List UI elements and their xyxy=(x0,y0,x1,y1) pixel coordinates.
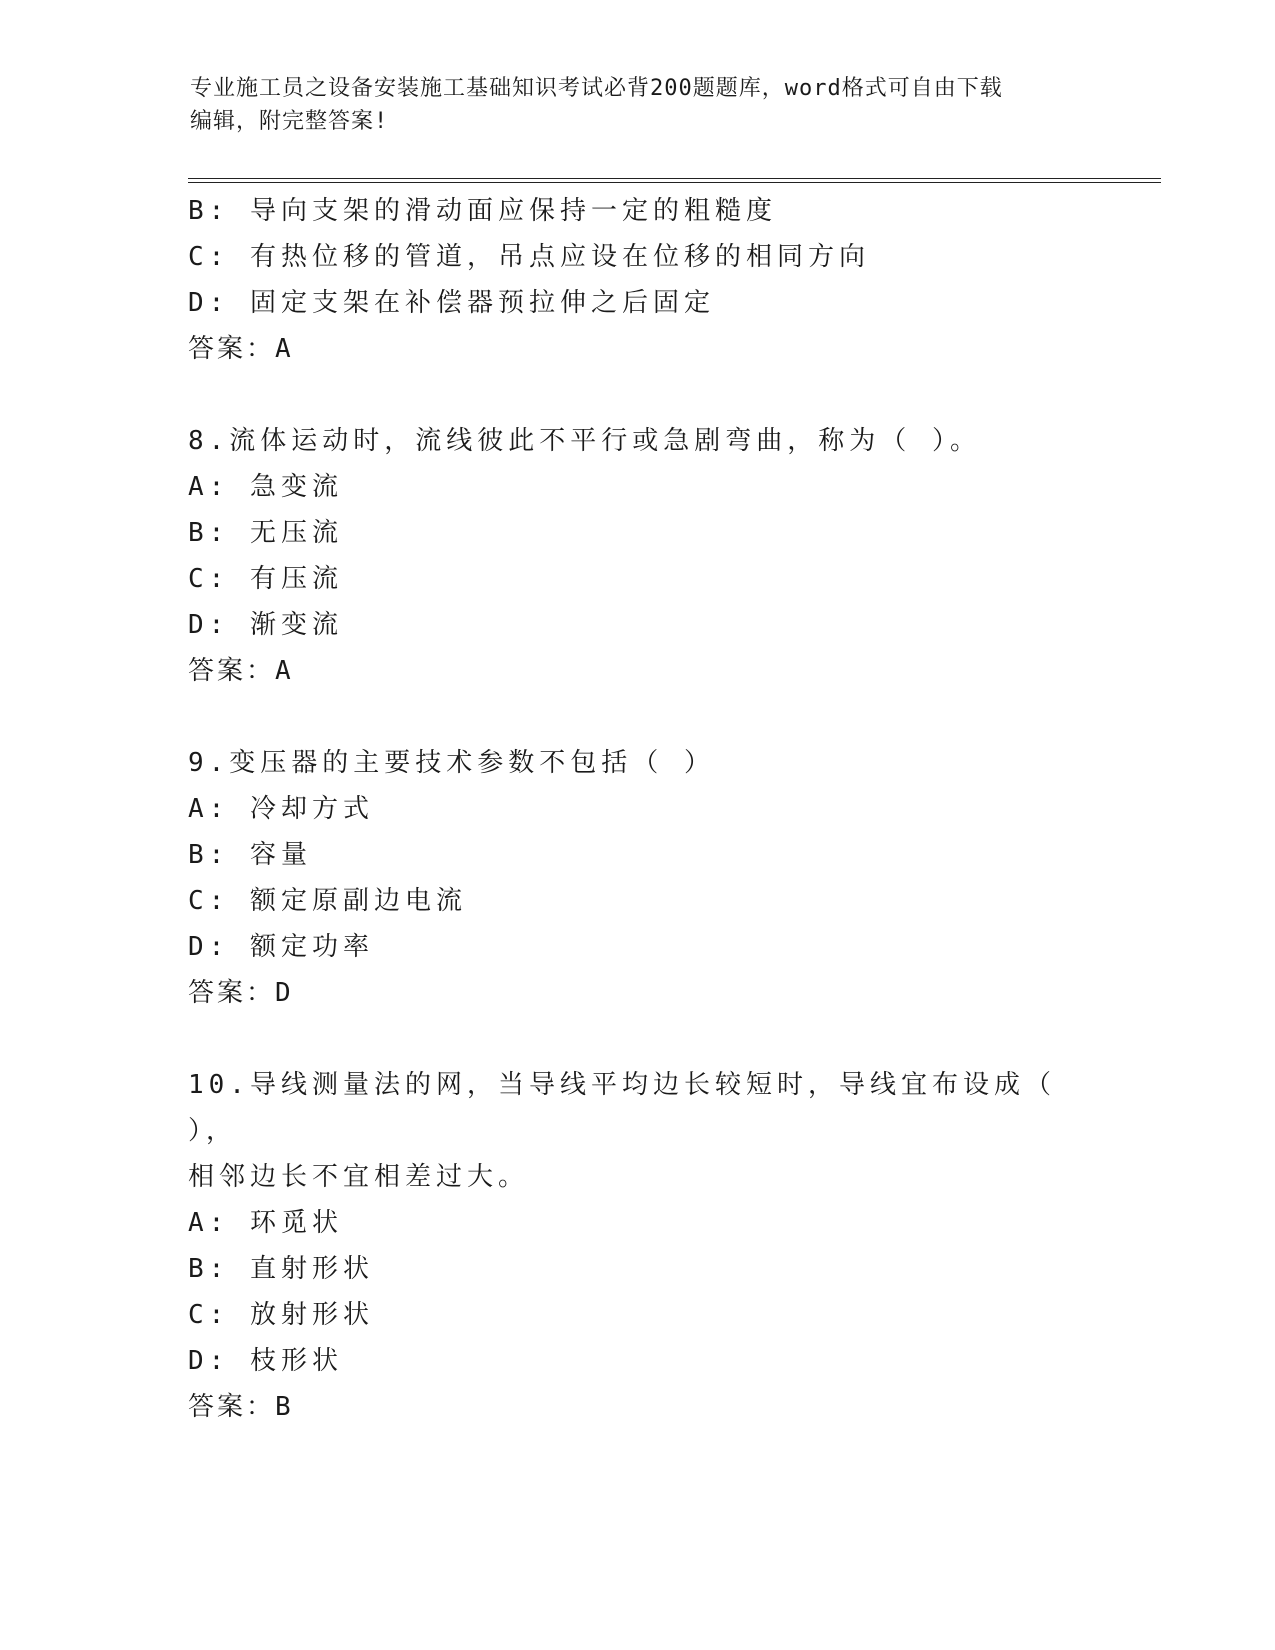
option-a: A: 环觅状 xyxy=(188,1208,343,1238)
option-b: B: 导向支架的滑动面应保持一定的粗糙度 xyxy=(188,196,777,226)
question-9 xyxy=(188,740,1088,1016)
question-10 xyxy=(188,1062,1088,1430)
answer-value: A xyxy=(275,334,296,364)
option-d: D: 枝形状 xyxy=(188,1346,343,1376)
answer-label: 答案： xyxy=(188,334,276,364)
option-a: A: 急变流 xyxy=(188,472,343,502)
option-a: A: 冷却方式 xyxy=(188,794,374,824)
option-b: B: 无压流 xyxy=(188,518,343,548)
option-d: D: 渐变流 xyxy=(188,610,343,640)
document-header xyxy=(190,72,1090,138)
answer-line xyxy=(188,1384,1088,1430)
option-c: C: 有热位移的管道，吊点应设在位移的相同方向 xyxy=(188,242,870,272)
option-b: B: 直射形状 xyxy=(188,1254,374,1284)
answer-line xyxy=(188,326,1088,372)
answer-label: 答案： xyxy=(188,1392,276,1422)
question-7-continued xyxy=(188,188,1088,372)
answer-value: B xyxy=(275,1392,296,1422)
answer-line xyxy=(188,648,1088,694)
question-title: 8.流体运动时，流线彼此不平行或急剧弯曲，称为（ ）。 xyxy=(188,426,981,456)
document-body xyxy=(188,188,1088,1430)
header-line-1: 专业施工员之设备安装施工基础知识考试必背200题题库，word格式可自由下载 xyxy=(190,76,1003,101)
answer-line xyxy=(188,970,1088,1016)
question-title-line-1: 10.导线测量法的网，当导线平均边长较短时，导线宜布设成（ ）， xyxy=(188,1070,1056,1146)
option-b: B: 容量 xyxy=(188,840,312,870)
option-d: D: 额定功率 xyxy=(188,932,374,962)
header-line-2: 编辑，附完整答案! xyxy=(190,109,389,134)
option-d: D: 固定支架在补偿器预拉伸之后固定 xyxy=(188,288,715,318)
answer-label: 答案： xyxy=(188,656,276,686)
option-c: C: 有压流 xyxy=(188,564,343,594)
header-divider xyxy=(188,178,1161,183)
answer-label: 答案： xyxy=(188,978,276,1008)
option-c: C: 放射形状 xyxy=(188,1300,374,1330)
question-8 xyxy=(188,418,1088,694)
answer-value: A xyxy=(275,656,296,686)
option-c: C: 额定原副边电流 xyxy=(188,886,467,916)
question-title-line-2: 相邻边长不宜相差过大。 xyxy=(188,1162,530,1192)
question-title: 9.变压器的主要技术参数不包括（ ） xyxy=(188,748,715,778)
answer-value: D xyxy=(275,978,296,1008)
